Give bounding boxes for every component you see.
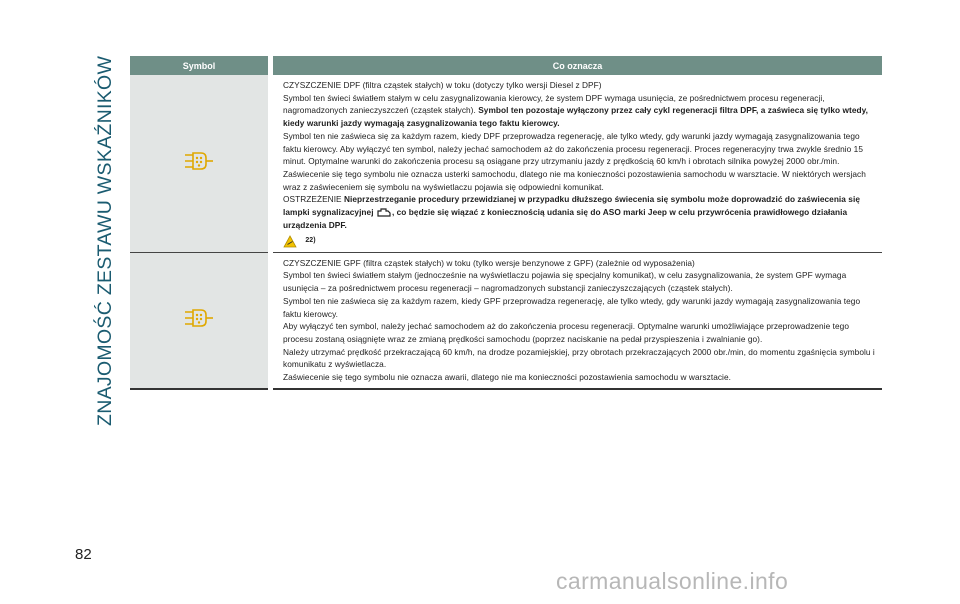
meaning-cell — [271, 252, 883, 389]
side-section-title — [74, 36, 114, 431]
engine-warning-icon — [376, 208, 392, 218]
col-header-symbol: Symbol — [130, 56, 271, 75]
gpf-paragraph-1: Symbol ten świeci światłem stałym (jednocześnie na wyświetlaczu pojawia się specjalny komunikat), w celu zasygnalizowania, że system GPF wymaga usunięcia – za pośrednictwem procesu regeneracji – nagromadzonych substancji zanieczyszczających (cząstek stałych). — [283, 270, 847, 294]
dpf-title: CZYSZCZENIE DPF (filtra cząstek stałych) w toku (dotyczy tylko wersji Diesel z DPF) — [283, 80, 602, 90]
page-number: 82 — [75, 546, 92, 563]
symbol-cell — [130, 252, 271, 389]
dpf-warning: OSTRZEŻENIE Nieprzestrzeganie procedury przewidzianej w przypadku dłuższego świecenia się symbolu może doprowadzić do zaświecenia się lampki sygnalizacyjnej , co będzie się wiązać z koniecznością udania się do ASO marki Jeep w celu przywrócenia prawidłowego działania urządzenia DPF. — [283, 194, 860, 230]
note-reference: 22) — [305, 236, 316, 244]
gpf-title: CZYSZCZENIE GPF (filtra cząstek stałych) w toku (tylko wersje benzynowe z GPF) (zależnie od wyposażenia) — [283, 257, 695, 268]
meaning-cell — [271, 75, 883, 252]
gpf-paragraph-4: Należy utrzymać prędkość przekraczającą 60 km/h, na drodze pozamiejskiej, przy obrotach przekraczających 2000 obr./min, do momentu zgaśnięcia symbolu i komunikatu z wyświetlacza. — [283, 346, 875, 370]
col-header-meaning: Co oznacza — [271, 56, 883, 75]
watermark: carmanualsonline.info — [556, 568, 789, 594]
dpf-paragraph-1: Symbol ten świeci światłem stałym w celu zasygnalizowania kierowcy, że system DPF wymaga usunięcia, ze pośrednictwem procesu regeneracji, nagromadzonych zanieczyszczeń (cząstek stałych). Symbol ten pozostaje wyłączony przez cały cykl regeneracji filtra DPF, a zaświeca się tylko wtedy, kiedy warunki jazdy wymagają zasygnalizowania tego faktu kierowcy. — [283, 92, 868, 129]
gpf-paragraph-3: Aby wyłączyć ten symbol, należy jechać samochodem aż do zakończenia procesu regeneracji. Optymalne warunki umożliwiające przeprowadzenie tego procesu zostaną osiągnięte wraz ze zmianą prędkości samochodu (poprzez naciskanie na pedał przyspieszenia i zwalnianie go). — [283, 321, 849, 344]
dpf-paragraph-3: Zaświecenie się tego symbolu nie oznacza usterki samochodu, dlatego nie ma konieczności pozostawienia samochodu w warsztacie. W niektórych wersjach wraz z zaświeceniem się symbolu na wyświetlaczu pojawia się odpowiedni komunikat. — [283, 168, 866, 192]
caution-triangle-icon — [283, 235, 297, 248]
symbol-cell — [130, 75, 271, 252]
symbol-table — [130, 56, 882, 390]
dpf-note — [283, 234, 880, 247]
dpf-warning-icon — [182, 149, 216, 173]
gpf-paragraph-2: Symbol ten nie zaświeca się za każdym razem, kiedy GPF przeprowadza regenerację, ale tylko wtedy, gdy warunki jazdy wymagają zasygnalizowania tego faktu kierowcy. — [283, 295, 861, 319]
dpf-paragraph-2: Symbol ten nie zaświeca się za każdym razem, kiedy DPF przeprowadza regenerację, ale tylko wtedy, gdy warunki jazdy wymagają zasygnalizowania tego faktu kierowcy. Aby wyłączyć ten symbol, należy jechać samochodem aż do zakończenia procesu regeneracji. Proces regeneracyjny trwa zwykle średnio 15 minut. Optymalne warunki do zakończenia procesu są osiągane przy utrzymaniu jazdy z prędkością 60 km/h i obrotach silnika powyżej 2000 obr./min. — [283, 130, 863, 167]
table-row — [130, 252, 882, 389]
gpf-warning-icon — [182, 306, 216, 330]
side-title-text: ZNAJOMOŚĆ ZESTAWU WSKAŹNIKÓW — [94, 55, 116, 426]
gpf-paragraph-5: Zaświecenie się tego symbolu nie oznacza awarii, dlatego nie ma konieczności pozostawienia samochodu w warsztacie. — [283, 372, 731, 383]
table-row — [130, 75, 882, 252]
dpf-bold-note: Symbol ten pozostaje wyłączony przez cały cykl regeneracji filtra DPF, a zaświeca się tylko wtedy, kiedy warunki jazdy wymagają zasygnalizowania tego faktu kierowcy. — [283, 105, 868, 129]
warning-label: OSTRZEŻENIE — [283, 194, 342, 205]
table-header-row — [130, 56, 882, 75]
